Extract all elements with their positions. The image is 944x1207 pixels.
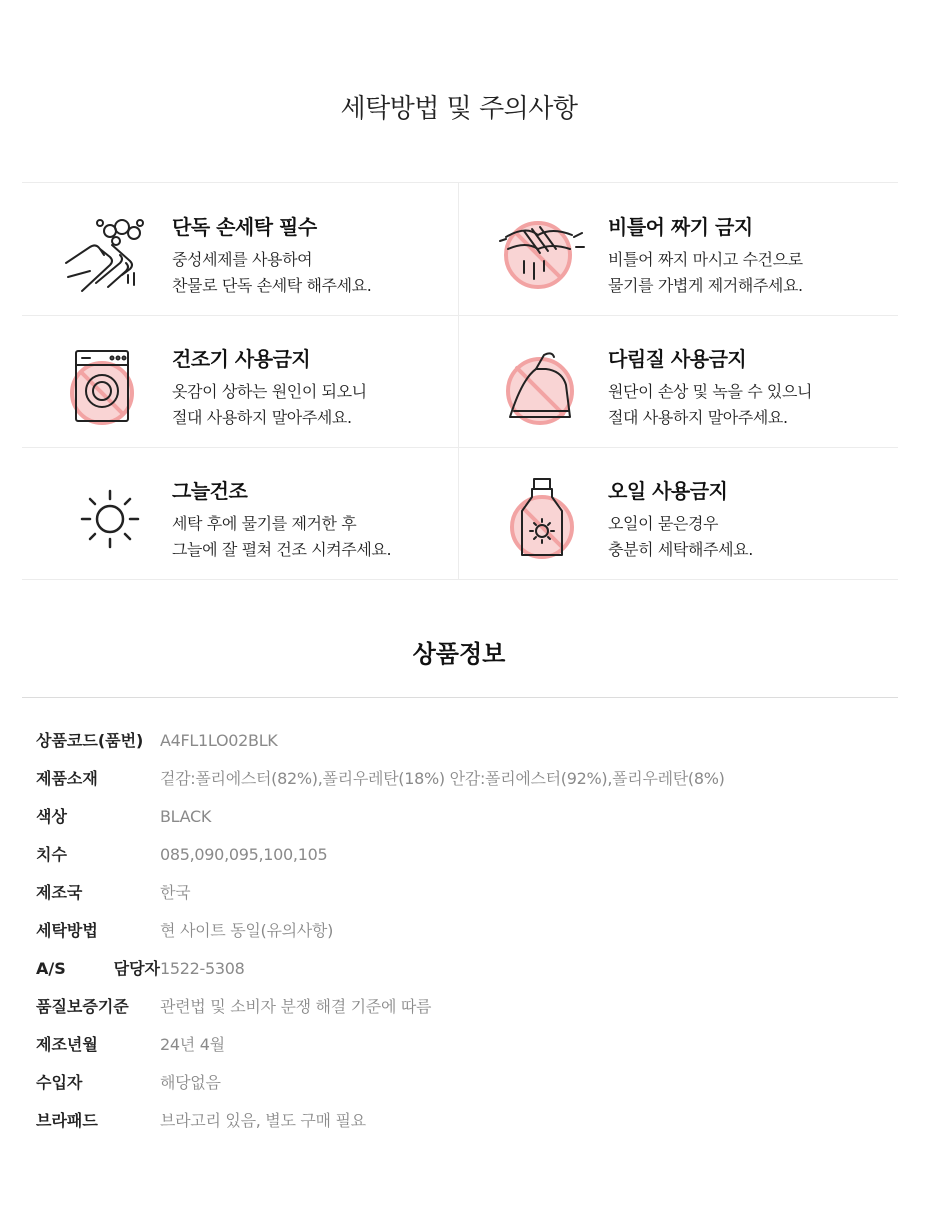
info-row [36, 1108, 896, 1134]
sun-icon [60, 477, 160, 561]
info-row [36, 728, 896, 754]
care-item-desc-line: 절대 사용하지 말아주세요. [608, 408, 788, 427]
info-value: 1522-5308 [160, 959, 245, 978]
care-item-shade-dry [22, 447, 458, 579]
care-item-desc [172, 247, 452, 299]
info-value: 관련법 및 소비자 분쟁 해결 기준에 따름 [160, 997, 432, 1016]
info-row [36, 994, 896, 1020]
care-item-desc [608, 247, 888, 299]
no-dryer-icon [60, 345, 160, 429]
care-item-title: 그늘건조 [172, 479, 248, 503]
care-item-desc-line: 찬물로 단독 손세탁 해주세요. [172, 276, 372, 295]
info-row [36, 766, 896, 792]
care-item-no-iron [458, 315, 894, 447]
care-title: 세탁방법 및 주의사항 [340, 94, 578, 124]
care-item-no-oil [458, 447, 894, 579]
no-oil-icon [496, 477, 596, 561]
info-label: 품질보증기준 [36, 997, 129, 1016]
info-row [36, 804, 896, 830]
info-value: 현 사이트 동일(유의사항) [160, 921, 334, 940]
care-item-desc-line: 세탁 후에 물기를 제거한 후 [172, 514, 357, 533]
info-value: 한국 [160, 883, 191, 902]
info-row [36, 842, 896, 868]
care-item-desc-line: 충분히 세탁해주세요. [608, 540, 753, 559]
care-item-desc [172, 379, 452, 431]
info-row [36, 918, 896, 944]
care-item-desc [608, 379, 888, 431]
info-value: 브라고리 있음, 별도 구매 필요 [160, 1111, 366, 1130]
care-item-title: 오일 사용금지 [608, 479, 728, 503]
info-row [36, 956, 896, 982]
care-item-title: 단독 손세탁 필수 [172, 215, 317, 239]
info-row [36, 880, 896, 906]
care-item-desc-line: 옷감이 상하는 원인이 되오니 [172, 382, 367, 401]
info-label: 상품코드(품번) [36, 731, 144, 750]
info-value: 겉감:폴리에스터(82%),폴리우레탄(18%) 안감:폴리에스터(92%),폴리우레탄(8%) [160, 769, 725, 788]
info-label: 수입자 [36, 1073, 83, 1092]
hand-wash-icon [60, 213, 160, 297]
care-item-title: 비틀어 짜기 금지 [608, 215, 753, 239]
info-value: 24년 4월 [160, 1035, 225, 1054]
care-item-hand-wash [22, 183, 458, 315]
care-item-desc [608, 511, 888, 563]
info-label: 치수 [36, 845, 67, 864]
care-item-desc-line: 절대 사용하지 말아주세요. [172, 408, 352, 427]
info-label: 제품소재 [36, 769, 98, 788]
info-label: 브라패드 [36, 1111, 98, 1130]
care-item-no-wring [458, 183, 894, 315]
care-grid [22, 182, 898, 580]
care-item-desc-line: 비틀어 짜지 마시고 수건으로 [608, 250, 803, 269]
care-item-desc-line: 오일이 묻은경우 [608, 514, 719, 533]
info-label: 세탁방법 [36, 921, 98, 940]
care-item-no-dryer [22, 315, 458, 447]
care-item-title: 건조기 사용금지 [172, 347, 311, 371]
care-item-desc-line: 원단이 손상 및 녹을 수 있으니 [608, 382, 813, 401]
no-iron-icon [496, 345, 596, 429]
info-label: 제조년월 [36, 1035, 98, 1054]
info-row [36, 1032, 896, 1058]
info-value: BLACK [160, 807, 212, 826]
info-row [36, 1070, 896, 1096]
care-item-desc-line: 중성세제를 사용하여 [172, 250, 313, 269]
info-label: 색상 [36, 807, 67, 826]
care-item-desc [172, 511, 452, 563]
no-wring-icon [496, 213, 596, 297]
care-item-desc-line: 물기를 가볍게 제거해주세요. [608, 276, 803, 295]
section-divider [22, 697, 898, 698]
care-item-desc-line: 그늘에 잘 펼쳐 건조 시켜주세요. [172, 540, 392, 559]
info-value: 085,090,095,100,105 [160, 845, 328, 864]
care-item-title: 다림질 사용금지 [608, 347, 747, 371]
info-label: A/S 담당자 [36, 959, 160, 978]
info-value: 해당없음 [160, 1073, 221, 1092]
info-label: 제조국 [36, 883, 83, 902]
product-info-title: 상품정보 [412, 640, 506, 668]
info-value: A4FL1LO02BLK [160, 731, 278, 750]
product-info-table [36, 728, 896, 1146]
